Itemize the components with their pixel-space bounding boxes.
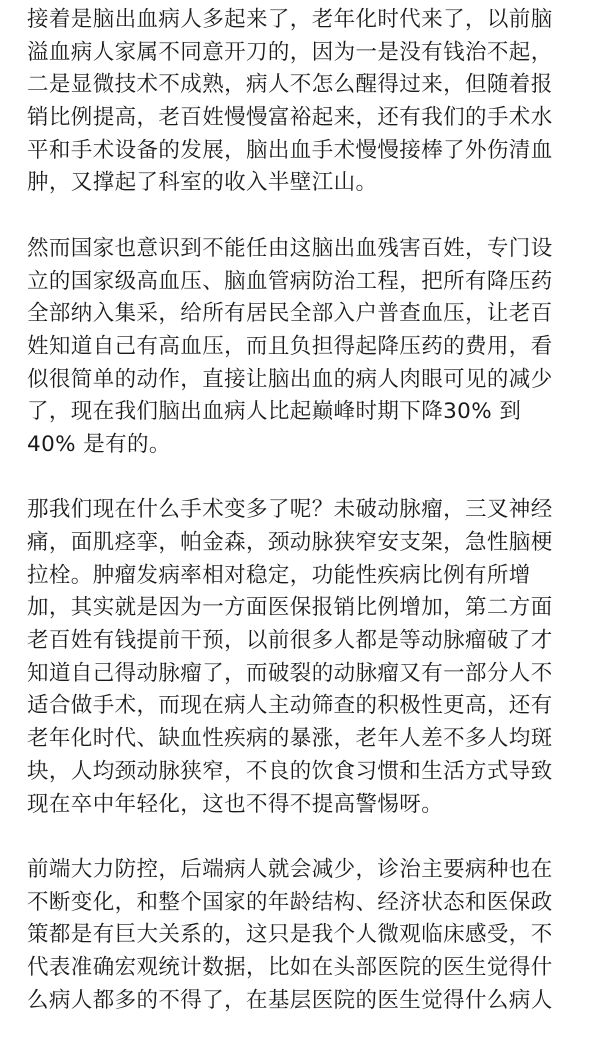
text-line: 似很简单的动作，直接让脑出血的病人肉眼可见的减少 [27, 366, 553, 392]
text-line: 姓知道自己有高血压，而且负担得起降压药的费用，看 [27, 333, 553, 359]
text-line: 销比例提高，老百姓慢慢富裕起来，还有我们的手术水 [27, 105, 553, 131]
text-line: 溢血病人家属不同意开刀的，因为一是没有钱治不起， [27, 39, 553, 65]
text-line: 接着是脑出血病人多起来了，老年化时代来了，以前脑 [27, 7, 553, 32]
paragraph-gap [27, 200, 575, 233]
text-line: 40% 是有的。 [27, 431, 171, 457]
text-line: 拉栓。肿瘤发病率相对稳定，功能性疾病比例有所增 [27, 562, 531, 588]
text-line: 策都是有巨大关系的，这只是我个人微观临床感受，不 [27, 922, 553, 948]
paragraph-3 [27, 494, 575, 821]
paragraph-gap [27, 462, 575, 495]
text-line: 全部纳入集采，给所有居民全部入户普查血压，让老百 [27, 301, 553, 327]
text-line: 老年化时代、缺血性疾病的暴涨，老年人差不多人均斑 [27, 726, 553, 752]
text-line: 立的国家级高血压、脑血管病防治工程，把所有降压药 [27, 268, 553, 294]
text-line: 了，现在我们脑出血病人比起巅峰时期下降30% 到 [27, 399, 522, 425]
paragraph-2 [27, 233, 575, 462]
text-line: 加，其实就是因为一方面医保报销比例增加，第二方面 [27, 595, 553, 621]
text-line: 代表准确宏观统计数据，比如在头部医院的医生觉得什 [27, 954, 553, 980]
text-line: 痛，面肌痉挛，帕金森，颈动脉狭窄安支架，急性脑梗 [27, 530, 553, 555]
text-line: 那我们现在什么手术变多了呢？未破动脉瘤，三叉神经 [27, 497, 553, 523]
text-line: 二是显微技术不成熟，病人不怎么醒得过来，但随着报 [27, 72, 553, 98]
text-line: 么病人都多的不得了，在基层医院的医生觉得什么病人 [27, 987, 553, 1013]
paragraph-1 [27, 0, 575, 200]
text-line: 块，人均颈动脉狭窄，不良的饮食习惯和生活方式导致 [27, 758, 553, 784]
text-line: 现在卒中年轻化，这也不得不提高警惕呀。 [27, 791, 444, 817]
paragraph-4 [27, 854, 575, 1017]
text-line: 平和手术设备的发展，脑出血手术慢慢接棒了外伤清血 [27, 137, 553, 163]
text-line: 然而国家也意识到不能任由这脑出血残害百姓，专门设 [27, 235, 553, 261]
text-line: 老百姓有钱提前干预，以前很多人都是等动脉瘤破了才 [27, 628, 553, 654]
text-line: 知道自己得动脉瘤了，而破裂的动脉瘤又有一部分人不 [27, 660, 553, 686]
text-line: 不断变化，和整个国家的年龄结构、经济状态和医保政 [27, 889, 553, 915]
paragraph-gap [27, 821, 575, 854]
text-line: 前端大力防控，后端病人就会减少，诊治主要病种也在 [27, 856, 553, 882]
text-line: 适合做手术，而现在病人主动筛查的积极性更高，还有 [27, 693, 553, 719]
text-line: 肿，又撑起了科室的收入半壁江山。 [27, 170, 378, 196]
